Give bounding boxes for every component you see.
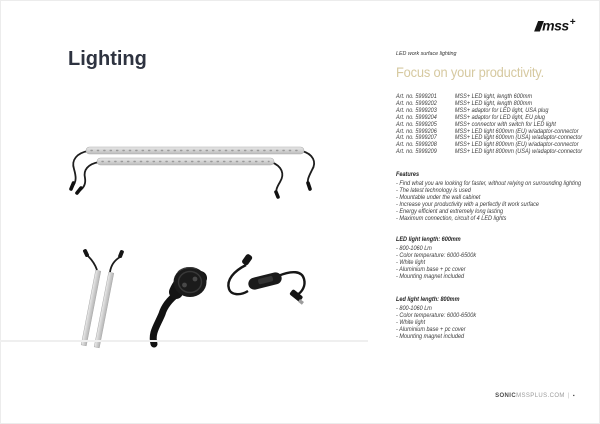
article-number: Art. no. 5999204 [396, 114, 437, 121]
logo-plus: + [569, 17, 575, 28]
spec-item: - Mounting magnet included [396, 334, 465, 340]
footer-site-rest: MSSPLUS.COM [516, 393, 565, 399]
feature-item: - Energy efficient and extremely long lasting [396, 209, 504, 215]
spec-600mm-section [396, 237, 476, 281]
article-number: Art. no. 5999206 [396, 128, 437, 135]
article-description: MSS+ LED light 600mm (USA) w/adaptor-connector [454, 135, 583, 142]
article-row [396, 115, 582, 122]
spec-600mm-title: LED light length: 600mm [396, 237, 461, 243]
category-label: LED work surface lighting [396, 51, 457, 57]
spec-800mm-list [396, 306, 476, 341]
spec-item: - 800-1060 Lm [396, 246, 432, 252]
article-number: Art. no. 5999205 [396, 121, 437, 128]
led-strip-600mm [71, 147, 314, 189]
article-number: Art. no. 5999208 [396, 142, 437, 149]
feature-item: - Mountable under the wall cabinet [396, 195, 481, 201]
spec-800mm-title: Led light length: 800mm [396, 297, 460, 303]
footer [495, 393, 575, 399]
feature-item: - Increase your productivity with a perfectly lit work surface [396, 202, 539, 208]
article-list [396, 94, 582, 156]
article-description: MSS+ adaptor for LED light, USA plug [454, 107, 549, 114]
feature-item: - The latest technology is used [396, 188, 471, 194]
footer-site-bold: SONIC [495, 393, 517, 399]
article-number: Art. no. 5999201 [396, 94, 437, 100]
photo-edge-line [0, 340, 368, 342]
spec-item: - Color temperature: 6000-6500k [396, 253, 477, 259]
spec-item: - Aluminium base + pc cover [396, 267, 466, 273]
article-description: MSS+ connector with switch for LED light [454, 121, 556, 128]
article-description: MSS+ LED light 800mm (EU) w/adaptor-connector [454, 142, 579, 149]
article-description: MSS+ LED light 800mm (USA) w/adaptor-connector [454, 149, 583, 156]
eu-plug [153, 267, 206, 344]
spec-item: - Aluminium base + pc cover [396, 327, 466, 333]
article-number: Art. no. 5999203 [396, 107, 437, 114]
spec-item: - White light [396, 260, 426, 266]
spec-item: - Mounting magnet included [396, 274, 465, 280]
spec-600mm-list [396, 246, 476, 281]
logo-text: mss [542, 17, 569, 34]
article-row [396, 149, 582, 156]
page-title: Lighting [68, 48, 147, 70]
angled-led-strips [81, 249, 124, 348]
article-row [396, 129, 582, 136]
article-description: MSS+ adaptor for LED light, EU plug [454, 114, 545, 121]
spec-item: - White light [396, 320, 426, 326]
article-description: MSS+ LED light, length 600mm [454, 94, 533, 100]
article-row [396, 142, 582, 149]
headline: Focus on your productivity. [396, 64, 544, 80]
spec-item: - 800-1060 Lm [396, 306, 432, 312]
article-number: Art. no. 5999207 [396, 135, 437, 142]
led-strips-photo [60, 138, 320, 200]
article-description: MSS+ LED light 600mm (EU) w/adaptor-connector [454, 128, 579, 135]
article-row [396, 108, 582, 115]
mss-plus-logo [535, 17, 575, 34]
feature-item: - Maximum connection, circuit of 4 LED lights [396, 216, 507, 222]
accessories-photo [50, 238, 335, 350]
spec-800mm-section [396, 297, 476, 341]
article-row [396, 101, 582, 108]
article-row [396, 135, 582, 142]
logo-slashes: //// [534, 17, 541, 34]
feature-item: - Find what you are looking for faster, without relying on surrounding lighting [396, 181, 582, 187]
article-row [396, 94, 582, 101]
article-number: Art. no. 5999202 [396, 100, 437, 107]
features-title: Features [396, 172, 420, 178]
features-list [396, 181, 581, 223]
article-number: Art. no. 5999209 [396, 149, 437, 156]
footer-separator: | [567, 393, 570, 399]
footer-page-marker: ▪ [572, 393, 575, 399]
spec-item: - Color temperature: 6000-6500k [396, 313, 477, 319]
led-strip-800mm [77, 158, 282, 197]
features-section [396, 172, 581, 223]
article-row [396, 122, 582, 129]
switch-cable [228, 253, 304, 305]
article-description: MSS+ LED light, length 800mm [454, 100, 533, 107]
